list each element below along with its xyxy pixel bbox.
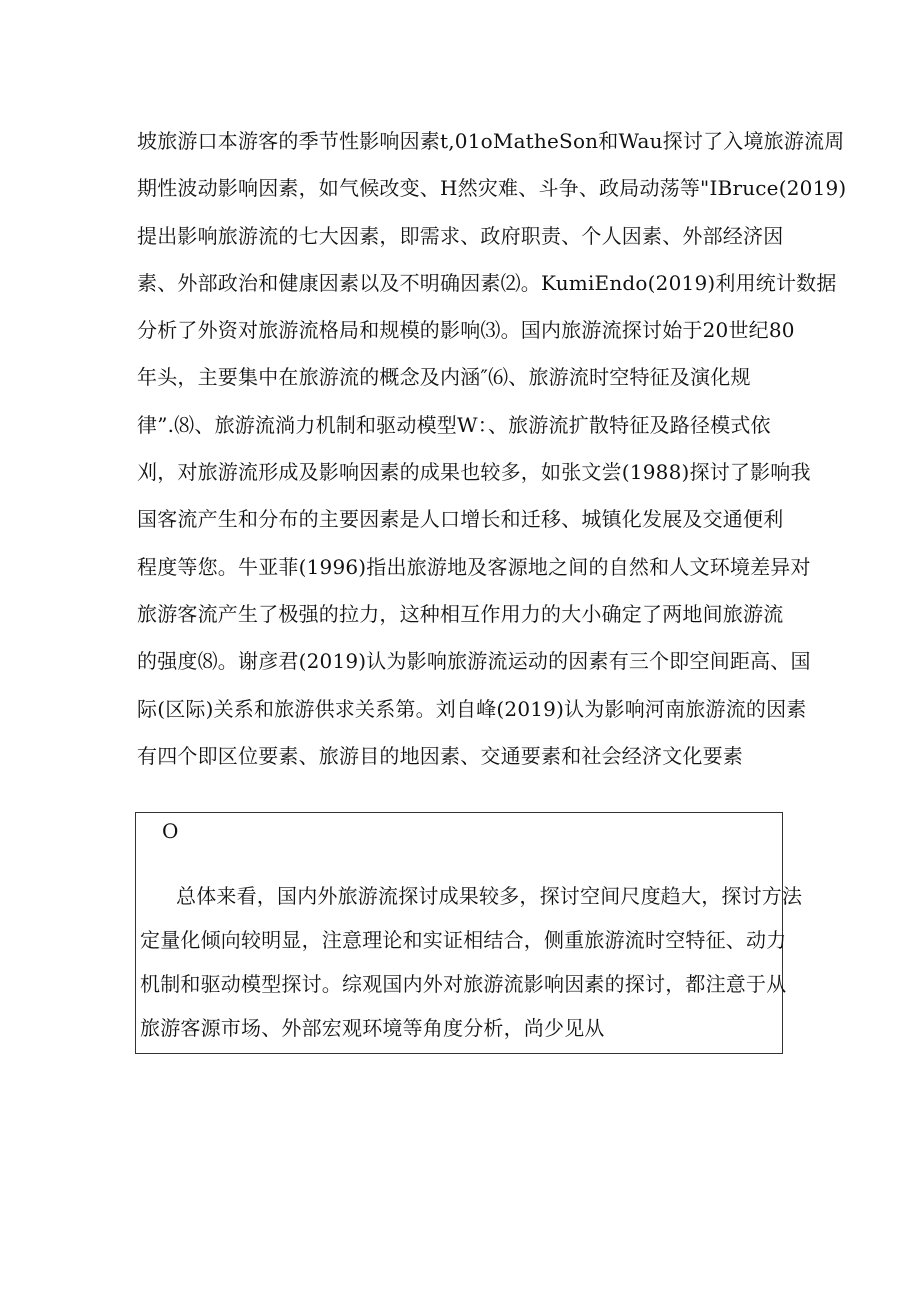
text-line: 际(区际)关系和旅游供求关系第。刘自峰(2019)认为影响河南旅游流的因素 — [137, 696, 807, 721]
text-line: 程度等您。牛亚菲(1996)指出旅游地及客源地之间的自然和人文环境差异对 — [137, 554, 811, 579]
text-line: 刈，对旅游流形成及影响因素的成果也较多，如张文尝(1988)探讨了影响我 — [137, 460, 811, 485]
text-line: 旅游客源市场、外部宏观环境等角度分析，尚少见从 — [140, 1016, 605, 1040]
box-marker: O — [162, 819, 179, 843]
text-line: 有四个即区位要素、旅游目的地因素、交通要素和社会经济文化要素 — [137, 743, 743, 768]
text-line: 的强度⑻。谢彦君(2019)认为影响旅游流运动的因素有三个即空间距高、国 — [137, 649, 811, 674]
bordered-text-box — [135, 812, 803, 1054]
text-line: 定量化倾向较明显，注意理论和实证相结合，侧重旅游流时空特征、动力 — [140, 928, 787, 952]
body-paragraph — [137, 118, 847, 780]
text-line: 期性波动影响因素，如气候改变、H然灾难、斗争、政局动荡等"IBruce(2019) — [137, 176, 847, 201]
text-line: 机制和驱动模型探讨。综观国内外对旅游流影响因素的探讨，都注意于从 — [140, 972, 787, 996]
text-line: 国客流产生和分布的主要因素是人口增长和迁移、城镇化发展及交通便利 — [137, 507, 784, 532]
text-line: 律”.⑻、旅游流淌力机制和驱动模型W：、旅游流扩散特征及路径模式依 — [137, 412, 771, 437]
text-line: 旅游客流产生了极强的拉力，这种相互作用力的大小确定了两地间旅游流 — [137, 601, 784, 626]
text-line: 素、外部政治和健康因素以及不明确因素⑵。KumiEndo(2019)利用统计数据 — [137, 270, 837, 295]
text-line: 年头，主要集中在旅游流的概念及内涵″⑹、旅游流时空特征及演化规 — [137, 365, 751, 390]
text-line: 坡旅游口本游客的季节性影响因素t,01oMatheSon和Wau探讨了入境旅游流周 — [137, 129, 845, 153]
text-line: 总体来看，国内外旅游流探讨成果较多，探讨空间尺度趋大，探讨方法 — [176, 884, 803, 908]
text-line: 提出影响旅游流的七大因素，即需求、政府职责、个人因素、外部经济因 — [137, 223, 784, 248]
text-line: 分析了外资对旅游流格局和规模的影响⑶。国内旅游流探讨始于20世纪80 — [137, 318, 795, 343]
box-paragraph — [136, 874, 803, 1050]
